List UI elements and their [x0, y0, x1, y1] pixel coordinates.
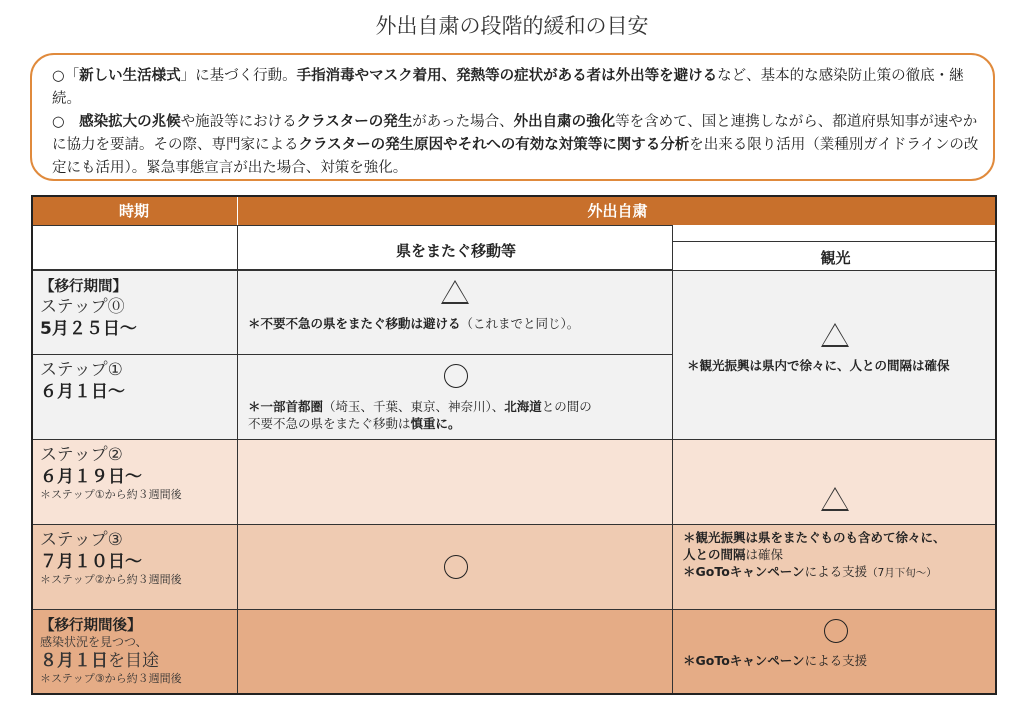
cross-step1-text-part: （埼玉、千葉、東京、神奈川）、: [323, 399, 505, 414]
step-date: ６月１日〜: [40, 382, 125, 402]
circle-icon: [824, 619, 848, 643]
period-subheader-blank: [31, 225, 238, 270]
tourism-step3-bold: 人との間隔: [683, 547, 746, 562]
tourism-step0-1-text: ＊観光振興は県内で徐々に、人との間隔は確保: [687, 358, 950, 373]
tourism-step3-bold: ＊GoToキャンペーン: [683, 564, 805, 579]
period-bracket-label: 【移行期間後】: [40, 618, 142, 634]
tourism-step3-text: [683, 529, 946, 582]
tourism-subheader: 観光: [820, 249, 851, 267]
notice-text: があった場合、: [412, 114, 514, 130]
cross-prefecture-subheader: 県をまたぐ移動等: [395, 242, 516, 260]
tourism-step0-1-cell: [672, 270, 997, 440]
tourism-after-cell: [672, 609, 997, 695]
header-outing-restraint: 外出自粛: [237, 195, 997, 225]
period-pre-text: 感染状況を見つつ、: [40, 635, 148, 649]
tourism-step3-note: （7月下旬〜）: [867, 567, 937, 579]
cross-step0-bold: ＊不要不急の県をまたぐ移動は避ける: [248, 316, 461, 331]
circle-icon: [444, 364, 468, 388]
step-note: ＊ステップ③から約３週間後: [40, 672, 182, 685]
notice-text: ○「: [52, 68, 80, 84]
step-note: ＊ステップ①から約３週間後: [40, 488, 182, 501]
cross-step1-bold: 慎重に。: [410, 416, 461, 431]
tourism-after-text: [683, 652, 867, 669]
tourism-step3-bold: ＊観光振興は県をまたぐものも含めて徐々に、: [683, 530, 946, 545]
step-date: 5月２５日〜: [40, 319, 137, 339]
tourism-step3-cell: [672, 524, 997, 610]
period-after-transition: [31, 609, 238, 695]
tourism-after-bold: ＊GoToキャンペーン: [683, 653, 805, 668]
tourism-step3-text-part: による支援: [804, 564, 868, 579]
notice-text: など、基本的な感染防止策の徹底・継続。: [52, 68, 964, 107]
policy-notice-box: [30, 53, 995, 181]
tourism-subheader-cell: [672, 241, 997, 271]
triangle-icon: [821, 323, 849, 347]
notice-emphasis: クラスターの発生: [296, 114, 413, 130]
cross-step0-text: [248, 315, 579, 332]
step-date: ７月１０日〜: [40, 552, 142, 572]
cross-step2-cell: [237, 439, 673, 525]
cross-step0-rest: （これまでと同じ）。: [460, 316, 580, 331]
notice-text: 等を含めて、国と連携しながら、都道府県知事が速やかに協力を要請。その際、専門家による: [52, 114, 978, 153]
step-label: ステップ⓪: [40, 297, 125, 317]
notice-emphasis: クラスターの発生原因やそれへの有効な対策等に関する分析: [298, 137, 690, 153]
period-step2: [31, 439, 238, 525]
cross-step1-text-part: 不要不急の県をまたぐ移動は: [248, 416, 411, 431]
cross-step1-cell: [237, 354, 673, 440]
page-title: 外出自粛の段階的緩和の目安: [375, 14, 649, 38]
step-note: ＊ステップ②から約３週間後: [40, 573, 182, 586]
cross-prefecture-subheader-cell: [237, 225, 673, 270]
triangle-icon: [821, 487, 849, 511]
relaxation-schedule-table: [31, 195, 997, 695]
step-label: ステップ③: [40, 530, 123, 550]
cross-step3-cell: [237, 524, 673, 610]
notice-line-2: [52, 111, 979, 180]
cross-after-cell: [237, 609, 673, 695]
notice-emphasis: 感染拡大の兆候: [79, 114, 181, 130]
period-step3: [31, 524, 238, 610]
header-period: 時期: [31, 195, 237, 225]
notice-text: を出来る限り活用（業種別ガイドラインの改定にも活用）。緊急事態宣言が出た場合、対策を強化。: [52, 137, 979, 176]
step-label: ステップ②: [40, 445, 123, 465]
period-step1: [31, 354, 238, 440]
circle-icon: [444, 555, 468, 579]
step-date: ８月１日: [40, 651, 108, 671]
notice-emphasis: 新しい生活様式: [79, 68, 181, 84]
cross-step1-bold: 北海道: [504, 399, 542, 414]
step-label: ステップ①: [40, 360, 123, 380]
notice-text: 」に基づく行動。: [180, 68, 297, 84]
cross-step1-bold: ＊一部首都圏: [248, 399, 324, 414]
tourism-step3-text-part: は確保: [745, 547, 784, 562]
notice-emphasis: 外出自粛の強化: [513, 114, 616, 130]
tourism-step2-cell: [672, 439, 997, 525]
notice-text: や施設等における: [180, 114, 297, 130]
notice-line-1: [52, 65, 979, 111]
period-step0: [31, 270, 238, 355]
step-date: ６月１９日〜: [40, 467, 142, 487]
period-bracket-label: 【移行期間】: [40, 279, 127, 295]
triangle-icon: [441, 280, 469, 304]
notice-emphasis: 手指消毒やマスク着用、発熱等の症状がある者は外出等を避ける: [296, 68, 718, 84]
tourism-after-text-part: による支援: [804, 653, 868, 668]
cross-step1-text-part: との間の: [541, 399, 592, 414]
cross-step0-cell: [237, 270, 673, 355]
step-date-suffix: を目途: [108, 651, 159, 671]
cross-step1-text: [248, 398, 592, 432]
notice-text: ○: [52, 114, 80, 130]
